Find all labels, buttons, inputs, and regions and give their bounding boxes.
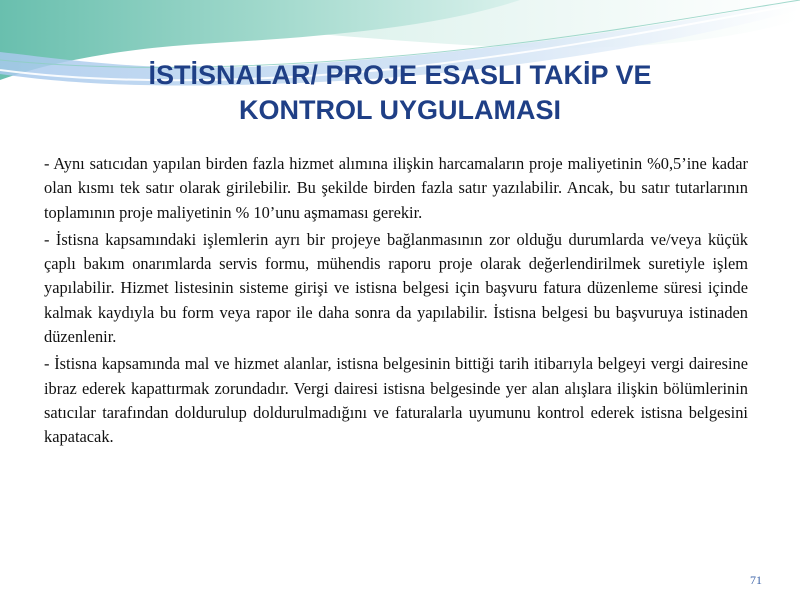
body-paragraph-2: - İstisna kapsamındaki işlemlerin ayrı bir projeye bağlanmasının zor olduğu durumlarda ve/veya küçük çaplı bakım onarımlarda servis formu, mühendis raporu proje olarak değerlendirilmek suretiyle işlem yapılabilir. Hizmet listesinin sisteme girişi ve istisna belgesi için başvuru fatura düzenleme süresi içinde kalmak kaydıyla bu form veya rapor ile daha sonra da yapılabilir. İstisna belgesi bu başvuruya istinaden düzenlenir. [44,229,748,347]
slide-title [40,58,760,128]
page-number: 71 [750,573,762,587]
slide-body [44,152,748,453]
slide-title-line-1: İSTİSNALAR/ PROJE ESASLI TAKİP VE [148,60,652,90]
slide-title-line-2: KONTROL UYGULAMASI [239,95,561,125]
body-paragraph-1: - Aynı satıcıdan yapılan birden fazla hizmet alımına ilişkin harcamaların proje maliyetinin %0,5’ine kadar olan kısmı tek satır olarak girilebilir. Bu şekilde birden fazla satır yazılabilir. Ancak, bu satır tutarlarının toplamının proje maliyetinin % 10’unu aşmaması gerekir. [44,154,748,222]
body-paragraph-3: - İstisna kapsamında mal ve hizmet alanlar, istisna belgesinin bittiği tarih itibarıyla belgeyi vergi dairesine ibraz ederek kapattırmak zorundadır. Vergi dairesi istisna belgesinde yer alan alışlara ilişkin bölümlerinin satıcılar tarafından doldurulup doldurulmadığını ve faturalarla uyumunu kontrol ederek istisna belgesini kapatacak. [44,354,748,447]
